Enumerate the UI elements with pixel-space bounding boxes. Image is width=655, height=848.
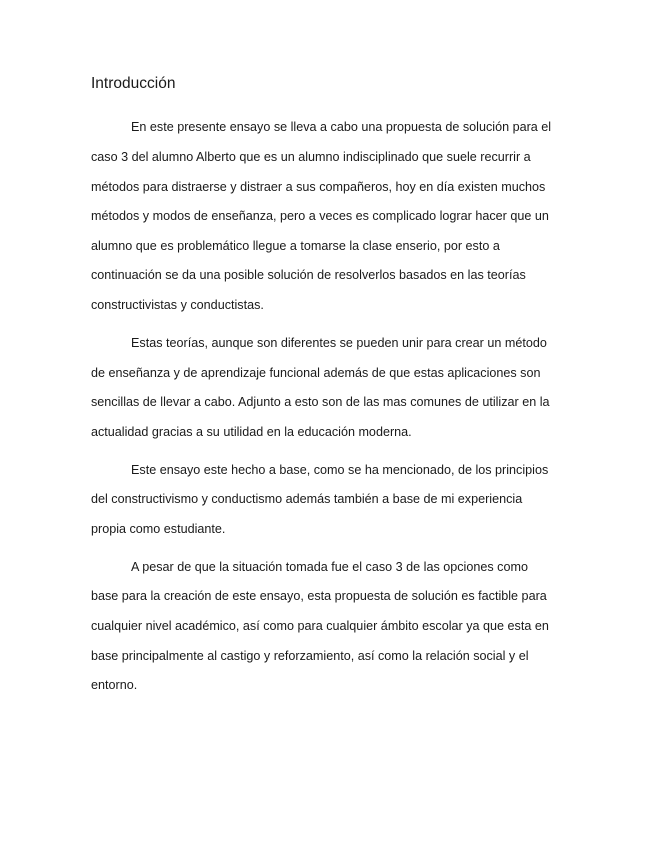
paragraph-1-line-6: continuación se da una posible solución de resolverlos basados en las teorías (91, 268, 526, 282)
paragraph-1-line-1: En este presente ensayo se lleva a cabo una propuesta de solución para el (131, 120, 552, 134)
paragraph-2-line-3: sencillas de llevar a cabo. Adjunto a esto son de las mas comunes de utilizar en la (91, 395, 550, 409)
paragraph-4-line-4: base principalmente al castigo y reforzamiento, así como la relación social y el (91, 649, 529, 663)
paragraph-4-line-1: A pesar de que la situación tomada fue el caso 3 de las opciones como (131, 560, 528, 574)
paragraph-3-line-1: Este ensayo este hecho a base, como se ha mencionado, de los principios (131, 463, 549, 477)
paragraph-3-line-3: propia como estudiante. (91, 522, 226, 536)
paragraph-2-line-1: Estas teorías, aunque son diferentes se pueden unir para crear un método (131, 336, 547, 350)
paragraph-1-line-4: métodos y modos de enseñanza, pero a veces es complicado lograr hacer que un (91, 209, 549, 223)
paragraph-2-line-2: de enseñanza y de aprendizaje funcional además de que estas aplicaciones son (91, 366, 541, 380)
document-title: Introducción (91, 75, 176, 92)
paragraph-3-line-2: del constructivismo y conductismo además también a base de mi experiencia (91, 492, 523, 506)
paragraph-1-line-2: caso 3 del alumno Alberto que es un alumno indisciplinado que suele recurrir a (91, 150, 531, 164)
paragraph-4-line-2: base para la creación de este ensayo, esta propuesta de solución es factible para (91, 589, 547, 603)
paragraph-4-line-3: cualquier nivel académico, así como para cualquier ámbito escolar ya que esta en (91, 619, 549, 633)
paragraph-1-line-5: alumno que es problemático llegue a tomarse la clase enserio, por esto a (91, 239, 500, 253)
paragraph-2-line-4: actualidad gracias a su utilidad en la educación moderna. (91, 425, 412, 439)
paragraph-1-line-7: constructivistas y conductistas. (91, 298, 264, 312)
paragraph-1-line-3: métodos para distraerse y distraer a sus compañeros, hoy en día existen muchos (91, 180, 546, 194)
paragraph-4-line-5: entorno. (91, 678, 138, 692)
